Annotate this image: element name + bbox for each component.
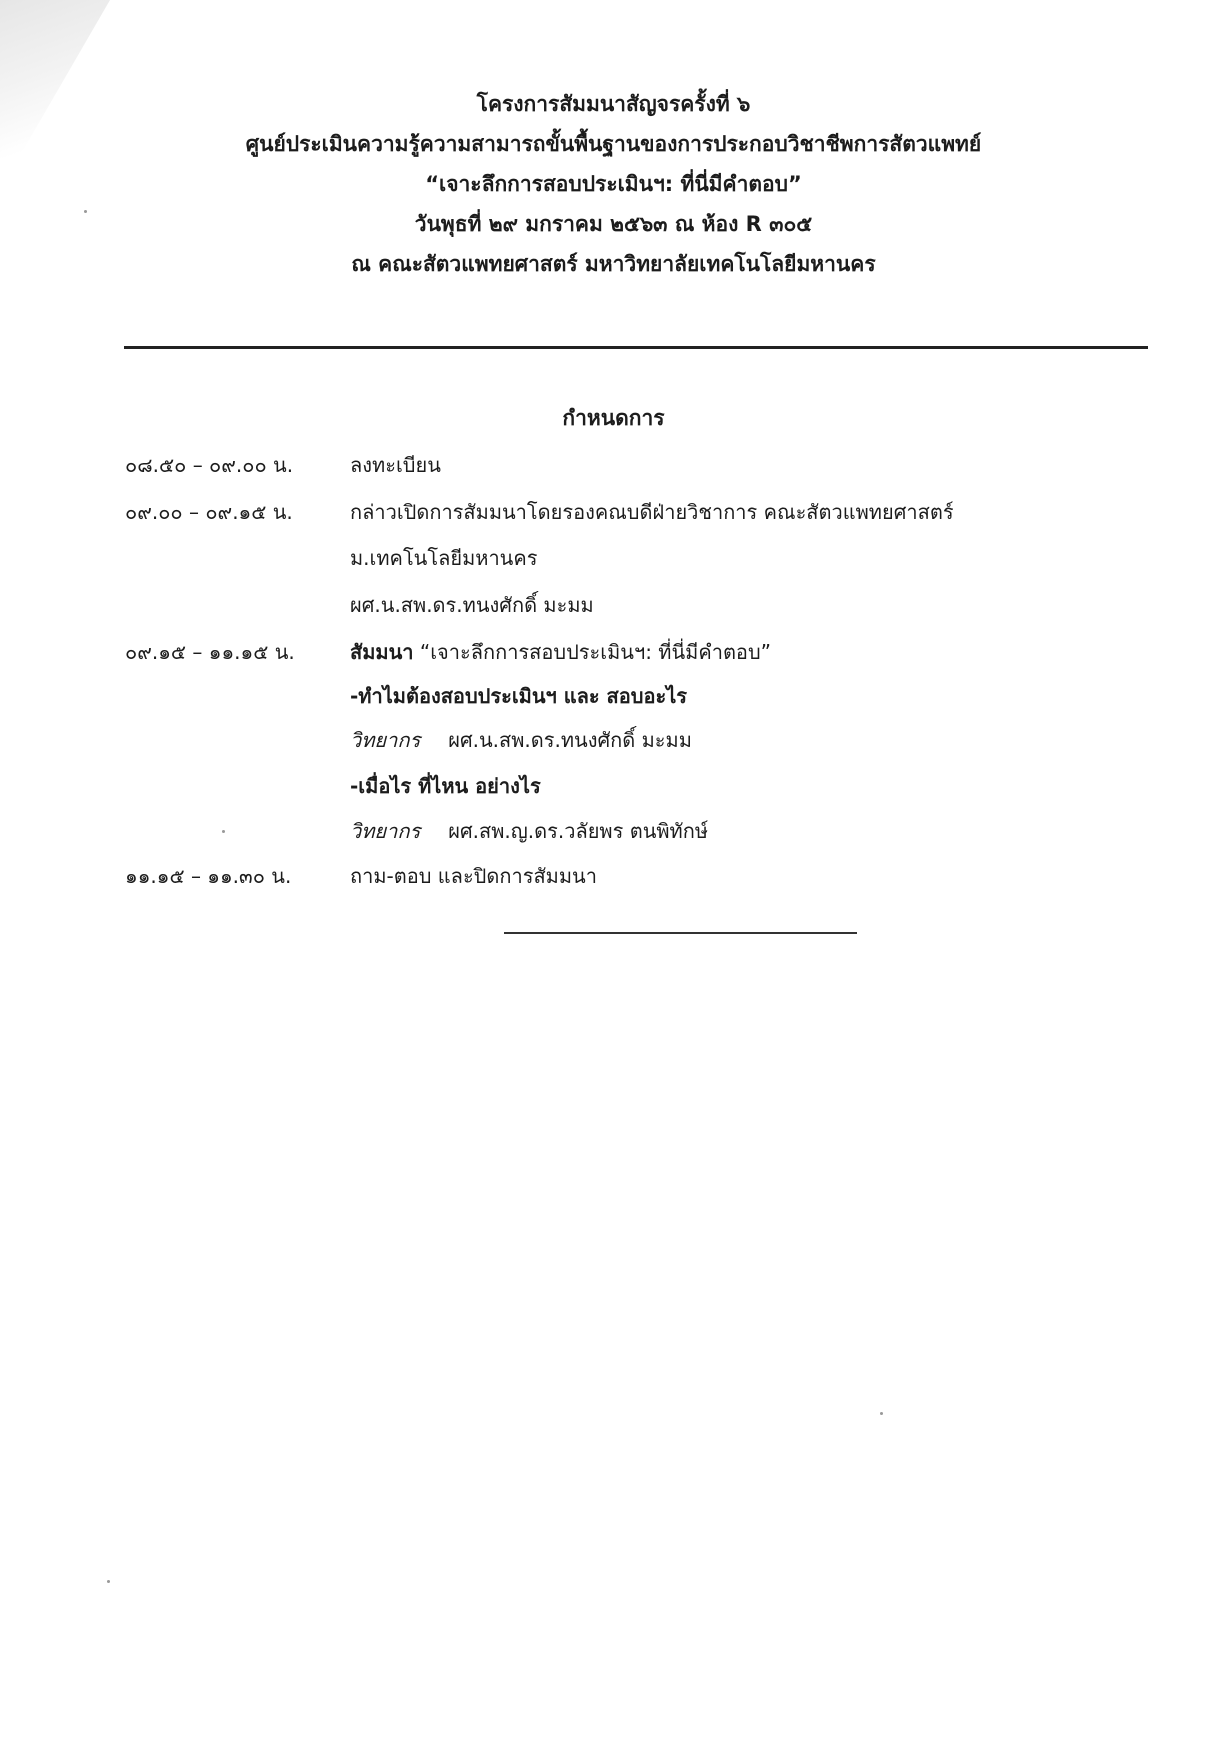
slot3-sub1: -ทำไมต้องสอบประเมินฯ และ สอบอะไร — [350, 684, 688, 708]
scan-speck — [84, 210, 87, 213]
seminar-venue: ณ คณะสัตวแพทยศาสตร์ มหาวิทยาลัยเทคโนโลยีมหานคร — [351, 252, 876, 276]
speaker-name: ผศ.สพ.ญ.ดร.วลัยพร ตนพิทักษ์ — [448, 819, 709, 843]
slot3-heading — [350, 636, 771, 668]
speaker-label: วิทยากร — [350, 819, 421, 843]
seminar-topic: “เจาะลึกการสอบประเมินฯ: ที่นี่มีคำตอบ” — [425, 172, 802, 196]
slot3-topic: “เจาะลึกการสอบประเมินฯ: ที่นี่มีคำตอบ” — [413, 640, 771, 664]
slot2-time: ๐๙.๐๐ – ๐๙.๑๕ น. — [125, 500, 293, 524]
seminar-date-room: วันพุธที่ ๒๙ มกราคม ๒๕๖๓ ณ ห้อง R ๓๐๕ — [414, 212, 813, 236]
speaker-name: ผศ.น.สพ.ดร.ทนงศักดิ์ มะมม — [448, 728, 692, 752]
header-divider — [124, 346, 1148, 349]
slot3-speaker2-line — [350, 815, 708, 847]
end-divider — [504, 932, 857, 934]
center-name: ศูนย์ประเมินความรู้ความสามารถขั้นพื้นฐานของการประกอบวิชาชีพการสัตวแพทย์ — [245, 132, 982, 156]
slot3-time: ๐๙.๑๕ – ๑๑.๑๕ น. — [125, 640, 295, 664]
slot3-sub2: -เมื่อไร ที่ไหน อย่างไร — [350, 774, 541, 798]
document-header — [0, 84, 1227, 284]
project-title: โครงการสัมมนาสัญจรครั้งที่ ๖ — [476, 92, 751, 116]
slot1-time: ๐๘.๕๐ – ๐๙.๐๐ น. — [125, 453, 294, 477]
agenda-title: กำหนดการ — [562, 406, 665, 430]
slot4-time: ๑๑.๑๕ – ๑๑.๓๐ น. — [125, 864, 292, 888]
slot3-speaker1-line — [350, 724, 692, 756]
slot3-label: สัมมนา — [350, 640, 414, 664]
scan-speck — [107, 1580, 110, 1583]
speaker-label: วิทยากร — [350, 728, 421, 752]
slot2-text: กล่าวเปิดการสัมมนาโดยรองคณบดีฝ่ายวิชาการ คณะสัตวแพทยศาสตร์ — [350, 500, 954, 524]
scan-speck — [880, 1412, 883, 1415]
slot2-line3: ผศ.น.สพ.ดร.ทนงศักดิ์ มะมม — [350, 593, 594, 617]
slot2-line2: ม.เทคโนโลยีมหานคร — [350, 546, 538, 570]
scan-speck — [222, 830, 225, 833]
slot1-text: ลงทะเบียน — [350, 453, 441, 477]
slot4-text: ถาม-ตอบ และปิดการสัมมนา — [350, 864, 597, 888]
